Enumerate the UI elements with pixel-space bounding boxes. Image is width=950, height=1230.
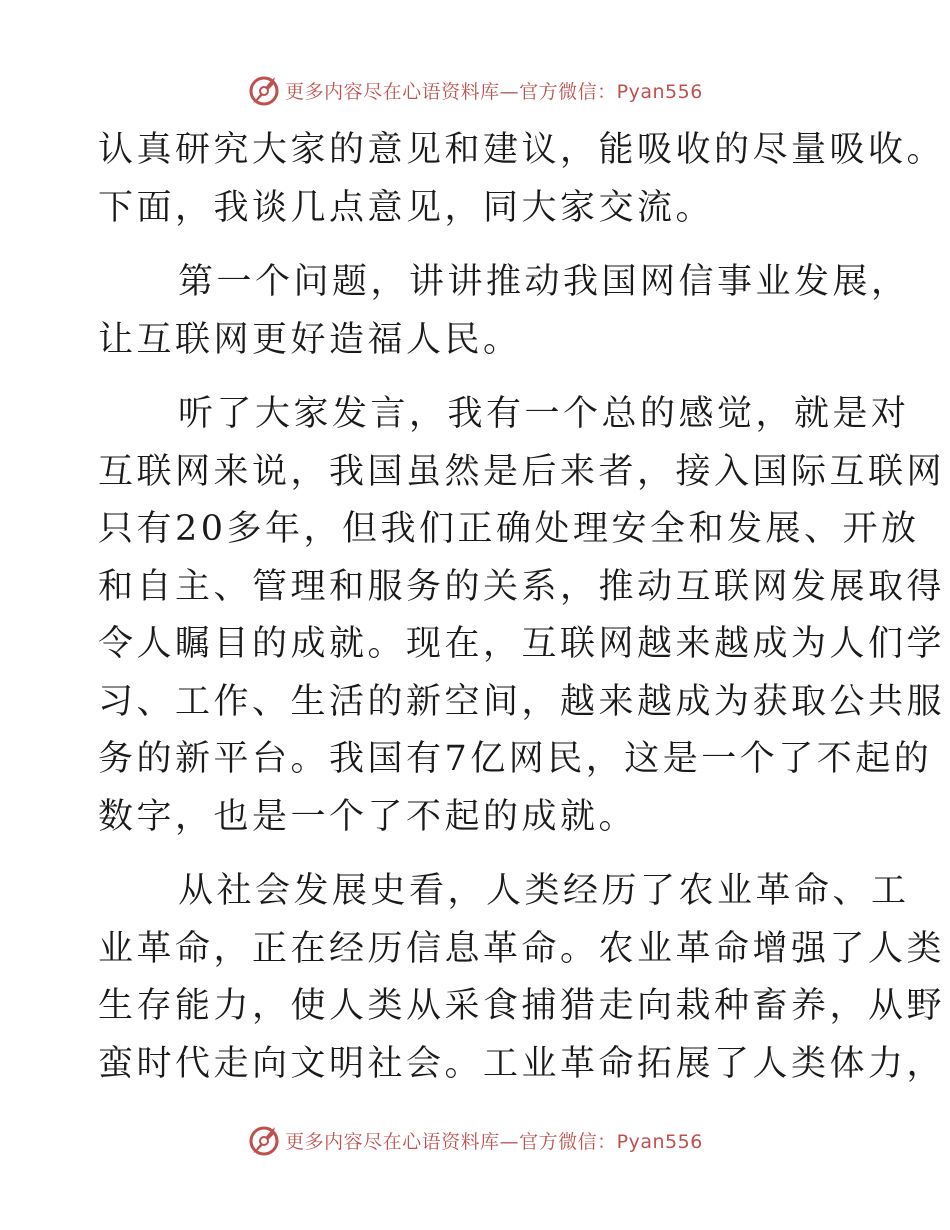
header-banner [0, 70, 950, 110]
paragraph [98, 386, 946, 846]
footer-banner [0, 1120, 950, 1160]
text-line: 互联网来说，我国虽然是后来者，接入国际互联网 [98, 451, 946, 492]
paragraph [98, 122, 946, 237]
footer-banner-text [285, 1127, 703, 1154]
paragraph [98, 254, 910, 369]
quill-logo-icon [247, 1123, 281, 1157]
text-line: 和自主、管理和服务的关系，推动互联网发展取得 [98, 566, 946, 607]
header-banner-separator: — [499, 80, 520, 103]
paragraph [98, 863, 946, 1093]
text-line: 务的新平台。我国有7亿网民，这是一个了不起的 [98, 739, 933, 779]
footer-banner-wechat: 官方微信：Pyan556 [519, 1130, 703, 1153]
text-line: 业革命，正在经历信息革命。农业革命增强了人类 [98, 928, 946, 969]
text-line: 听了大家发言，我有一个总的感觉，就是对 [178, 394, 910, 434]
header-banner-wechat: 官方微信：Pyan556 [519, 80, 703, 103]
text-line: 下面，我谈几点意见，同大家交流。 [98, 187, 715, 228]
text-line: 蛮时代走向文明社会。工业革命拓展了人类体力， [98, 1043, 946, 1084]
text-line: 生存能力，使人类从采食捕猎走向栽种畜养，从野 [98, 986, 946, 1026]
text-line: 令人瞩目的成就。现在，互联网越来越成为人们学 [98, 624, 946, 664]
document-body [98, 122, 946, 1093]
text-line: 只有20多年，但我们正确处理安全和发展、开放 [98, 509, 920, 549]
header-banner-text [285, 77, 703, 104]
text-line: 第一个问题，讲讲推动我国网信事业发展， [178, 262, 910, 302]
text-line: 从社会发展史看，人类经历了农业革命、工 [178, 871, 910, 911]
text-line: 让互联网更好造福人民。 [98, 319, 522, 360]
text-line: 习、工作、生活的新空间，越来越成为获取公共服 [98, 681, 946, 722]
footer-banner-main: 更多内容尽在心语资料库 [285, 1130, 500, 1153]
text-line: 认真研究大家的意见和建议，能吸收的尽量吸收。 [98, 130, 946, 170]
footer-banner-separator: — [499, 1130, 520, 1153]
header-banner-main: 更多内容尽在心语资料库 [285, 80, 500, 103]
text-line: 数字，也是一个了不起的成就。 [98, 796, 638, 837]
quill-logo-icon [247, 73, 281, 107]
